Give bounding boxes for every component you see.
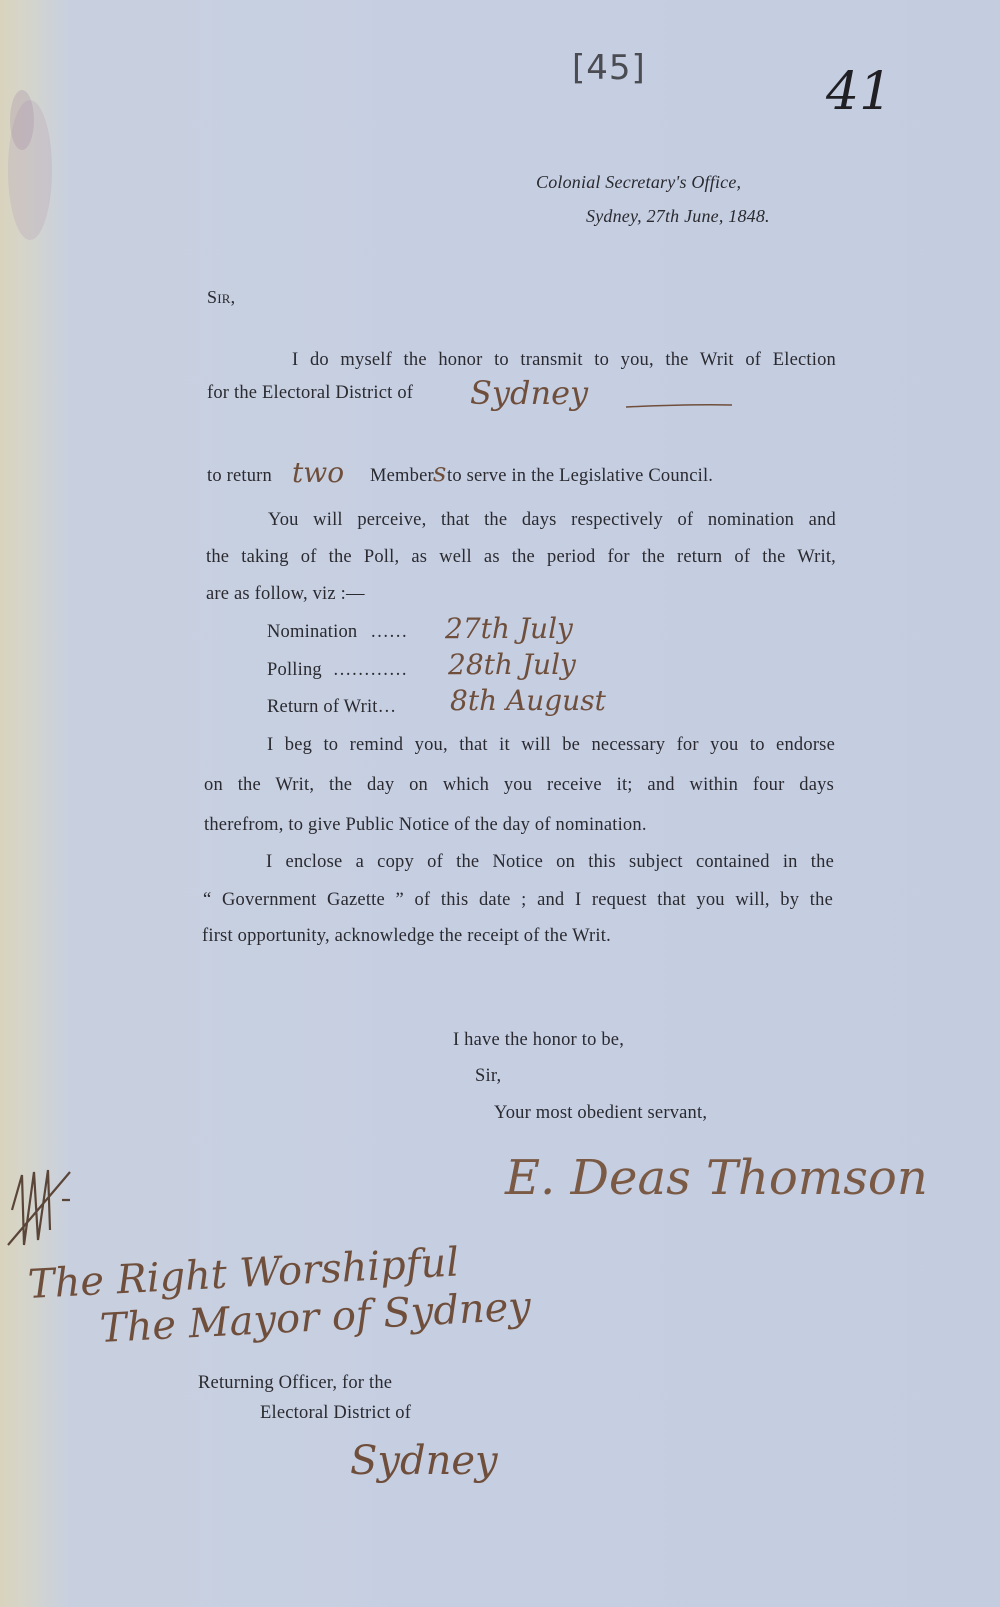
paragraph3-line3: therefrom, to give Public Notice of the day of nomination. [204,815,647,835]
paragraph2-line3: are as follow, viz :— [206,584,365,604]
signature: E. Deas Thomson [505,1150,928,1206]
closing-line1: I have the honor to be, [453,1030,625,1050]
paragraph4-line2: “ Government Gazette ” of this date ; and I request that you will, by the [203,890,833,910]
schedule-label: Return of Writ [267,697,378,717]
paragraph2-line2: the taking of the Poll, as well as the period for the return of the Writ, [206,547,836,567]
plural-handwritten: s [433,458,447,488]
addressee-line2: The Mayor of Sydney [98,1283,533,1352]
member-count-handwritten: two [292,456,345,489]
paragraph2-line1: You will perceive, that the days respectively of nomination and [268,510,836,530]
member-word: Member [370,466,434,486]
folio-number: 41 [826,62,893,122]
paragraph1-line1: I do myself the honor to transmit to you, the Writ of Election [292,350,836,370]
paragraph4-line1: I enclose a copy of the Notice on this subject contained in the [266,852,834,872]
schedule-value-nomination: 27th July [445,612,573,645]
schedule-value-polling: 28th July [448,648,576,681]
salutation: Sir, [207,287,236,307]
archive-bracket-number: [45] [572,48,646,88]
schedule-leader: ………… [332,660,408,680]
district-handwritten: Sydney [470,374,589,412]
schedule-label: Nomination [267,622,358,642]
schedule-leader: …… [370,622,408,642]
returning-officer-line2: Electoral District of [260,1403,412,1423]
schedule-label: Polling [267,660,322,680]
paragraph1-line3-prefix: to return [207,466,272,486]
paragraph1-line3-suffix: to serve in the Legislative Council. [447,466,714,486]
paragraph4-line3: first opportunity, acknowledge the receipt of the Writ. [202,926,611,946]
schedule-leader: … [377,697,397,717]
office-heading: Colonial Secretary's Office, [536,172,742,192]
paragraph3-line1: I beg to remind you, that it will be necessary for you to endorse [267,735,835,755]
closing-line3: Your most obedient servant, [494,1103,708,1123]
returning-district-handwritten: Sydney [350,1438,498,1484]
schedule-value-return: 8th August [450,684,606,717]
closing-line2: Sir, [475,1066,502,1086]
returning-officer-line1: Returning Officer, for the [198,1373,393,1393]
district-prefix: for the Electoral District of [207,383,414,403]
paragraph3-line2: on the Writ, the day on which you receive it; and within four days [204,775,834,795]
place-date: Sydney, 27th June, 1848. [586,206,770,226]
addressee-line1: The Right Worshipful [26,1239,461,1308]
